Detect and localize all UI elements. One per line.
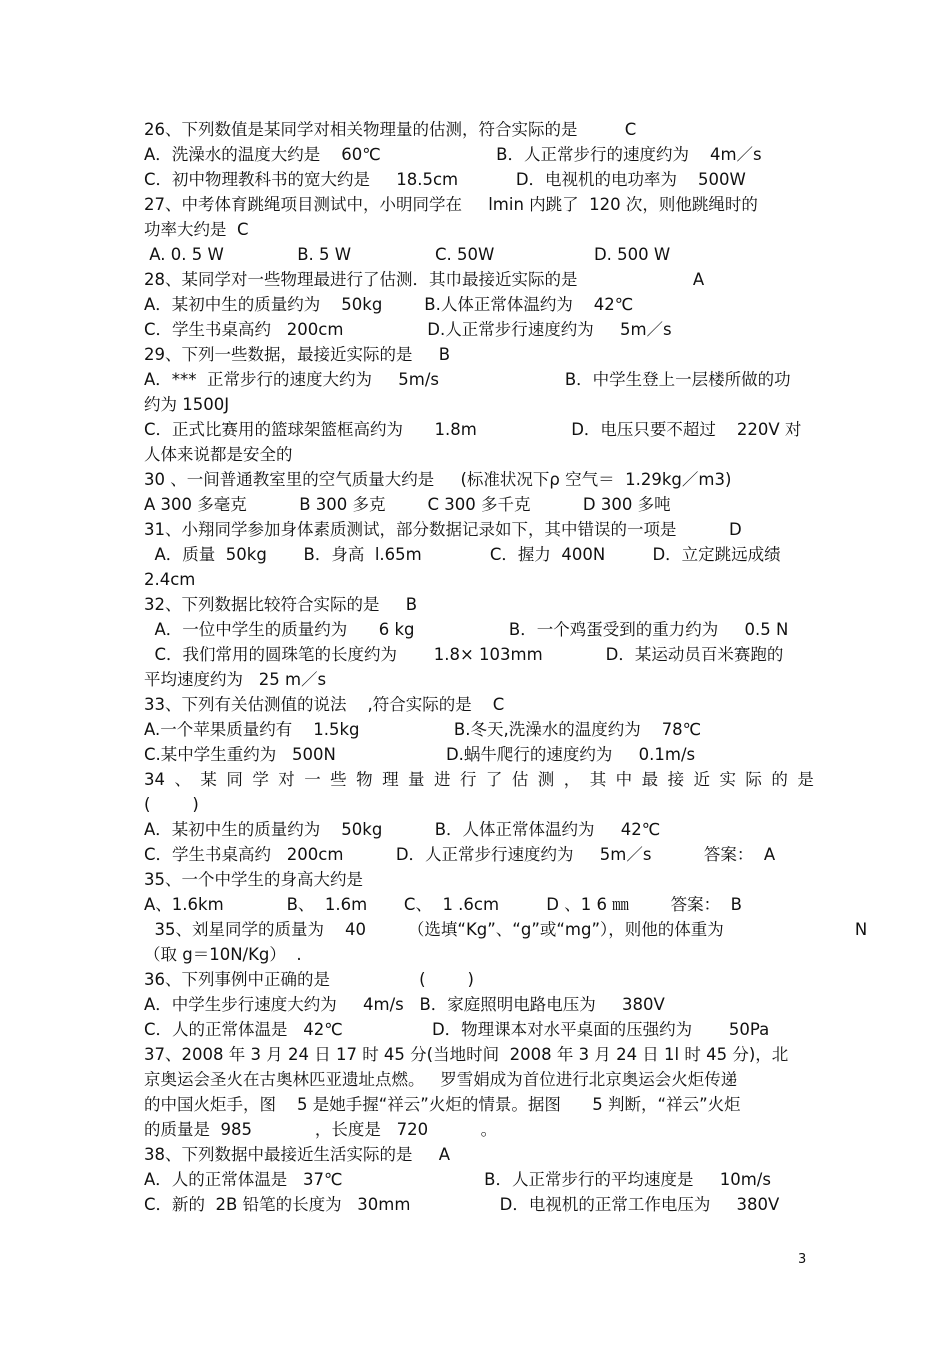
text-line: A．人的正常体温是 37℃ B．人正常步行的平均速度是 10m/s <box>144 1170 771 1189</box>
text-line: A．中学生步行速度大约为 4m/s B．家庭照明电路电压为 380V <box>144 995 665 1014</box>
text-line: C．我们常用的圆珠笔的长度约为 1.8× 103mm D．某运动员百米赛跑的 <box>144 645 784 664</box>
text-line: 32、下列数据比较符合实际的是 B <box>144 595 418 614</box>
text-line: A.一个苹果质量约有 1.5kg B.冬天,洗澡水的温度约为 78℃ <box>144 720 702 739</box>
text-line: A．某初中生的质量约为 50kg B．人体正常体温约为 42℃ <box>144 820 661 839</box>
justified-char: 、 <box>174 770 191 789</box>
justified-char: 某 <box>200 770 217 789</box>
page-number: 3 <box>798 1252 807 1267</box>
justified-char: 其 <box>589 770 607 789</box>
text-line: 约为 1500J <box>144 395 230 414</box>
justified-char: 测 <box>537 770 555 789</box>
text-line: 36、下列事例中正确的是 ( ) <box>144 970 474 989</box>
justified-char: 学 <box>252 770 269 789</box>
text-line: 28、某同学对一些物理最进行了估测．其巾最接近实际的是 A <box>144 270 705 289</box>
justified-char: 34 <box>144 770 165 789</box>
text-line: A 300 多毫克 B 300 多克 C 300 多千克 D 300 多吨 <box>144 495 671 514</box>
text-line: 的质量是 985 ，长度是 720 。 <box>144 1120 498 1139</box>
text-line: C．正式比赛用的篮球架篮框高约为 1.8m D．电压只要不超过 220V 对 <box>144 420 802 439</box>
text-line: A. 0. 5 W B. 5 W C. 50W D. 500 W <box>144 245 671 264</box>
justified-char: 物 <box>356 770 373 789</box>
text-line: A、1.6km B、 1.6m C、 1 .6cm D 、1 6 ㎜ 答案： B <box>144 895 742 914</box>
text-line: （取 g＝10N/Kg） . <box>144 945 302 964</box>
text-line: 27、中考体育跳绳项目测试中，小明同学在 lmin 内跳了 120 次，则他跳绳时的 <box>144 195 758 214</box>
text-line: 平均速度约为 25 m／s <box>144 670 327 689</box>
justified-char: 进 <box>433 770 451 789</box>
justified-char: 实 <box>719 770 736 789</box>
text-line: ( ) <box>144 795 199 814</box>
justified-char: 近 <box>693 770 711 789</box>
text-line: C．学生书桌高约 200cm D．人正常步行速度约为 5m／s 答案： A <box>144 845 776 864</box>
text-line: 的中国火炬手，图 5 是她手握“祥云”火炬的情景。据图 5 判断，“祥云”火炬 <box>144 1095 741 1114</box>
document-body <box>144 117 868 1217</box>
justified-char: 些 <box>330 770 347 789</box>
justified-char: 估 <box>511 770 529 789</box>
text-line: C.某中学生重约为 500N D.蜗牛爬行的速度约为 0.1m/s <box>144 745 696 764</box>
text-line: 人体来说都是安全的 <box>144 445 293 464</box>
justified-char: 对 <box>278 770 295 789</box>
text-line: 35、一个中学生的身高大约是 <box>144 870 363 889</box>
text-line: 功率大约是 C <box>144 220 249 239</box>
text-line: 29、下列一些数据，最接近实际的是 B <box>144 345 451 364</box>
justified-char: 是 <box>797 770 814 789</box>
justified-char: 理 <box>382 770 399 789</box>
text-line: A．*** 正常步行的速度大约为 5m/s B．中学生登上一层楼所做的功 <box>144 370 791 389</box>
justified-char: 一 <box>304 770 321 789</box>
justified-char: ， <box>563 770 581 789</box>
justified-char: 的 <box>771 770 788 789</box>
text-line: 33、下列有关估测值的说法 ,符合实际的是 C <box>144 695 505 714</box>
text-line: C．新的 2B 铅笔的长度为 30mm D．电视机的正常工作电压为 380V <box>144 1195 780 1214</box>
justified-char: 了 <box>485 770 503 789</box>
text-line: 26、下列数值是某同学对相关物理量的估测，符合实际的是 C <box>144 120 637 139</box>
text-line: 京奥运会圣火在古奥林匹亚遗址点燃。 罗雪娟成为首位进行北京奥运会火炬传递 <box>144 1070 738 1089</box>
text-line: 2.4cm <box>144 570 196 589</box>
text-line-justified <box>144 767 814 792</box>
text-line: 30 、一间普通教室里的空气质量大约是 (标准状况下ρ 空气＝ 1.29kg／m3) <box>144 470 732 489</box>
text-line: 38、下列数据中最接近生活实际的是 A <box>144 1145 451 1164</box>
text-line: 35、刘星同学的质量为 40 （选填“Kg”、“g”或“mg”），则他的体重为 N <box>144 920 868 939</box>
text-line: 37、2008 年 3 月 24 日 17 时 45 分(当地时间 2008 年 3 月 24 日 1l 时 45 分)，北 <box>144 1045 789 1064</box>
text-line: C．人的正常体温是 42℃ D．物理课本对水平桌面的压强约为 50Pa <box>144 1020 770 1039</box>
text-line: C．学生书桌高约 200cm D.人正常步行速度约为 5m／s <box>144 320 672 339</box>
text-line: 31、小翔同学参加身体素质测试，部分数据记录如下，其中错误的一项是 D <box>144 520 742 539</box>
text-line: A．某初中生的质量约为 50kg B.人体正常体温约为 42℃ <box>144 295 634 314</box>
justified-char: 中 <box>615 770 633 789</box>
justified-char: 行 <box>459 770 477 789</box>
text-line: A．洗澡水的温度大约是 60℃ B．人正常步行的速度约为 4m／s <box>144 145 762 164</box>
justified-char: 量 <box>408 770 425 789</box>
justified-char: 同 <box>226 770 243 789</box>
justified-char: 接 <box>667 770 685 789</box>
text-line: A．一位中学生的质量约为 6 kg B．一个鸡蛋受到的重力约为 0.5 N <box>144 620 789 639</box>
justified-char: 最 <box>641 770 659 789</box>
text-line: A．质量 50kg B．身高 l.65m C．握力 400N D．立定跳远成绩 <box>144 545 781 564</box>
justified-char: 际 <box>745 770 762 789</box>
text-line: C．初中物理教科书的宽大约是 18.5cm D．电视机的电功率为 500W <box>144 170 746 189</box>
